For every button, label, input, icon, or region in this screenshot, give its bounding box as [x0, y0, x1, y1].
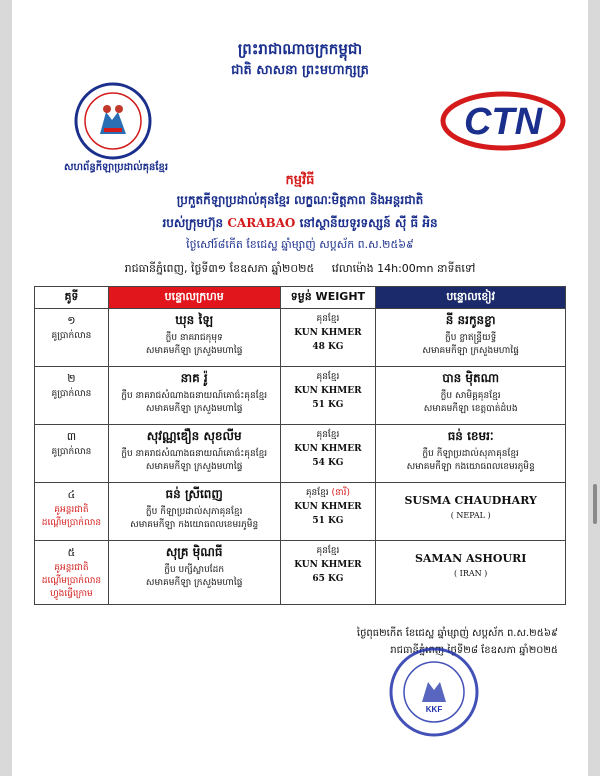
weight-discipline: KUN KHMER: [294, 560, 362, 570]
bout-number: ២: [67, 372, 76, 385]
bout-category: គូអន្តរជាតិ: [54, 563, 89, 573]
weight-style: គុនខ្មែរ: [316, 430, 340, 440]
blue-corner-cell: [376, 309, 566, 367]
red-fighter-org: សមាគមកីឡា ក្រសួងមហាផ្ទៃ: [145, 346, 243, 356]
event-sponsor-line: [12, 215, 588, 233]
ctn-logo: [440, 90, 566, 152]
blue-fighter-org: សមាគមកីឡា ក្រសួងមហាផ្ទៃ: [422, 346, 519, 356]
red-fighter-name: ធន់ ស្រីពេញ: [165, 487, 223, 501]
weight-cell: [280, 367, 376, 425]
national-motto: ជាតិ សាសនា ព្រះមហាក្សត្រ: [231, 63, 369, 78]
weight-cell: [280, 425, 376, 483]
red-corner-cell: [108, 309, 280, 367]
weight-class: 51 KG: [312, 516, 344, 526]
bout-number: ១: [67, 314, 76, 327]
weight-discipline: KUN KHMER: [294, 502, 362, 512]
blue-fighter-name: នី នរកូនខ្លា: [445, 313, 496, 327]
red-fighter-club: ក្លឹប បក្សីស្លាបដែក: [164, 565, 225, 575]
table-row: [35, 541, 566, 605]
red-fighter-org: សមាគមកីឡា ក្រសួងមហាផ្ទៃ: [145, 462, 243, 472]
bout-cell: [35, 541, 109, 605]
federation-logo: [74, 82, 152, 160]
red-corner-cell: [108, 425, 280, 483]
federation-name: សហព័ន្ធកីឡាប្រដាល់គុនខ្មែរ: [63, 162, 169, 173]
weight-class: 51 KG: [312, 400, 344, 410]
red-fighter-name: សុគ្រ ម៉ិណធី: [165, 545, 223, 559]
event-time: 14h:00mn: [377, 262, 434, 275]
blue-fighter-country: ( IRAN ): [454, 569, 488, 578]
document-page: [12, 0, 588, 776]
svg-text:KKF: KKF: [425, 705, 443, 714]
solar-date: រាជធានីភ្នំពេញ, ថ្ងៃទី៣១ ខែឧសភា ឆ្នាំ២០២៥: [124, 262, 315, 275]
red-fighter-org: សមាគមកីឡា កងយោធពលខេមរភូមិន្ទ: [130, 520, 259, 530]
weight-style: គុនខ្មែរ: [316, 546, 340, 556]
blue-fighter-club: ក្លឹប កីឡាប្រដាល់សុភាគុនខ្មែរ: [422, 449, 519, 459]
federation-seal: [388, 646, 480, 738]
header-weight: ទម្ងន់ WEIGHT: [280, 287, 376, 309]
footer-lunar-date: ថ្ងៃពុធ២កើត ខែជេស្ឋ ឆ្នាំម្សាញ់ សប្តស័ក ព.ស.២៥៦៩: [356, 628, 558, 639]
weight-style: គុនខ្មែរ (នារី): [305, 488, 350, 498]
weight-class: 65 KG: [312, 574, 344, 584]
blue-fighter-name: SUSMA CHAUDHARY: [404, 494, 537, 507]
sponsor-name: CARABAO: [227, 216, 296, 230]
red-fighter-name: ឃុន ឡៃ: [175, 313, 214, 327]
red-fighter-club: ក្លឹប នាគរាជកុមុទ: [165, 333, 223, 343]
time-prefix: វេលាម៉ោង: [331, 262, 374, 275]
weight-style: គុនខ្មែរ: [316, 372, 340, 382]
bout-category-3: ហ្វូងធ្វើក្រោម: [50, 589, 93, 599]
blue-corner-cell: [376, 541, 566, 605]
blue-corner-cell: [376, 483, 566, 541]
weight-style: គុនខ្មែរ: [316, 314, 340, 324]
table-row: [35, 309, 566, 367]
weight-class: 54 KG: [312, 458, 344, 468]
svg-text:CTN: CTN: [463, 101, 543, 143]
bout-cell: [35, 483, 109, 541]
red-fighter-org: សមាគមកីឡា ក្រសួងមហាផ្ទៃ: [145, 404, 243, 414]
header-bout-no: គូទី: [35, 287, 109, 309]
blue-fighter-club: ក្លឹប ខ្លាឥន្ទ្រីយទ្វី: [445, 333, 497, 343]
bout-cell: [35, 309, 109, 367]
scrollbar-thumb[interactable]: [593, 484, 597, 524]
footer-solar-date: រាជធានីភ្នំពេញ ថ្ងៃទី២៨ ខែឧសភា ឆ្នាំ២០២៥: [390, 645, 558, 656]
weight-cell: [280, 309, 376, 367]
blue-fighter-name: ធន់ ខេមរៈ: [447, 429, 494, 443]
blue-fighter-country: ( NEPAL ): [450, 511, 491, 520]
blue-fighter-name: បាន ម៉ិតណា: [442, 371, 500, 385]
table-row: [35, 483, 566, 541]
blue-corner-cell: [376, 425, 566, 483]
blue-fighter-org: សមាគមកីឡា កងយោធពលខេមរភូមិន្ទ: [406, 462, 535, 472]
weight-discipline: KUN KHMER: [294, 386, 362, 396]
bout-category: គូអន្តរជាតិ: [54, 505, 89, 515]
red-fighter-name: សុវណ្ណឌឿន សុខលីម: [146, 429, 242, 443]
blue-fighter-org: សមាគមកីឡា ខេត្តបាត់ដំបង: [423, 404, 518, 414]
weight-class: 48 KG: [312, 342, 344, 352]
sponsor-suffix: នៅស្ថានីយទូរទស្សន៍ ស៊ី ធី អិន: [299, 216, 438, 230]
event-description: ប្រកួតកីឡាប្រដាល់គុនខ្មែរ លក្ខណៈមិត្តភាព និងអន្តរជាតិ: [176, 193, 424, 207]
bout-category: គូប្រាក់លាន: [51, 447, 92, 457]
red-corner-cell: [108, 483, 280, 541]
time-suffix: នាទីតទៅ: [436, 262, 476, 275]
bout-category: គូប្រាក់លាន: [51, 331, 92, 341]
red-fighter-name: នាគ រ៉ូ: [180, 371, 208, 385]
sponsor-prefix: របស់ក្រុមហ៊ុន: [162, 216, 224, 230]
fight-card-table: [34, 286, 566, 605]
bout-cell: [35, 367, 109, 425]
red-corner-cell: [108, 541, 280, 605]
bout-number: ៥: [67, 546, 76, 559]
weight-discipline: KUN KHMER: [294, 328, 362, 338]
red-fighter-club: ក្លឹប នាគរាជសំណាងធនាយណ៍គោធ៌ះគុនខ្មែរ: [121, 449, 268, 459]
blue-fighter-name: SAMAN ASHOURI: [414, 552, 527, 565]
bout-cell: [35, 425, 109, 483]
weight-cell: [280, 483, 376, 541]
table-row: [35, 367, 566, 425]
bout-category: គូប្រាក់លាន: [51, 389, 92, 399]
bout-category-2: ដណ្តើមប្រាក់លាន: [41, 518, 102, 528]
header-red-corner: បន្ទោលក្រហម: [108, 287, 280, 309]
date-time-line: [12, 262, 588, 278]
blue-corner-cell: [376, 367, 566, 425]
red-corner-cell: [108, 367, 280, 425]
header-blue-corner: បន្ទោលខៀវ: [376, 287, 566, 309]
red-fighter-org: សមាគមកីឡា ក្រសួងមហាផ្ទៃ: [145, 578, 243, 588]
bout-number: ៣: [66, 430, 77, 443]
weight-note: (នារី): [331, 488, 350, 498]
table-row: [35, 425, 566, 483]
bout-category-2: ដណ្តើមប្រាក់លាន: [41, 576, 102, 586]
bout-number: ៤: [67, 488, 76, 501]
red-fighter-club: ក្លឹប នាគរាជសំណាងធនាយណ៍គោធ៌ះគុនខ្មែរ: [121, 391, 268, 401]
program-title: កម្មវិធី: [285, 173, 315, 188]
lunar-date: ថ្ងៃសៅរ៍៨កើត ខែជេស្ឋ ឆ្នាំម្សាញ់ សប្តស័ក ព.ស.២៥៦៩: [186, 238, 414, 251]
red-fighter-club: ក្លឹប កីឡាប្រដាល់សុភាគុនខ្មែរ: [145, 507, 243, 517]
weight-cell: [280, 541, 376, 605]
weight-discipline: KUN KHMER: [294, 444, 362, 454]
blue-fighter-club: ក្លឹប សាមិគ្គគុនខ្មែរ: [440, 391, 501, 401]
kingdom-heading: ព្រះរាជាណាចក្រកម្ពុជា: [237, 40, 363, 58]
